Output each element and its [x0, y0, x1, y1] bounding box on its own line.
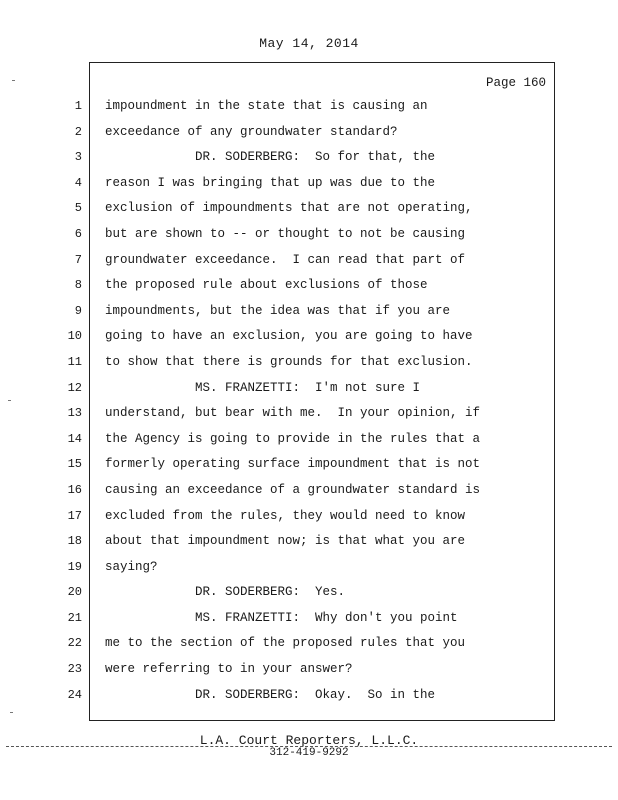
line-number: 14	[67, 431, 82, 446]
line-number: 2	[74, 124, 82, 139]
transcript-line: DR. SODERBERG: So for that, the	[105, 150, 436, 165]
line-number: 21	[67, 610, 82, 625]
transcript-line: MS. FRANZETTI: I'm not sure I	[105, 380, 421, 395]
transcript-line: saying?	[105, 559, 158, 574]
court-reporter-phone: 312-419-9292	[269, 747, 349, 759]
line-number: 22	[67, 636, 82, 651]
transcript-body	[105, 94, 545, 708]
line-number: 20	[67, 585, 82, 600]
transcript-line: DR. SODERBERG: Okay. So in the	[105, 687, 436, 702]
transcript-line: groundwater exceedance. I can read that part of	[105, 252, 466, 267]
page-number: Page 160	[485, 76, 546, 90]
scan-speck	[12, 80, 15, 81]
line-number: 9	[74, 303, 82, 318]
transcript-line: understand, but bear with me. In your opinion, if	[105, 406, 481, 421]
transcript-line: the proposed rule about exclusions of those	[105, 278, 428, 293]
transcript-line: exceedance of any groundwater standard?	[105, 124, 398, 139]
line-number: 7	[74, 252, 82, 267]
line-number: 16	[67, 482, 82, 497]
line-number: 11	[67, 354, 82, 369]
line-number-column	[60, 94, 82, 708]
scan-speck	[8, 400, 11, 401]
transcript-line: about that impoundment now; is that what you are	[105, 534, 466, 549]
transcript-line: impoundment in the state that is causing an	[105, 99, 428, 113]
transcript-line: reason I was bringing that up was due to the	[105, 175, 436, 190]
line-number: 23	[67, 662, 82, 677]
transcript-line: formerly operating surface impoundment that is not	[105, 457, 481, 472]
line-number: 6	[74, 226, 82, 241]
transcript-line: DR. SODERBERG: Yes.	[105, 585, 346, 600]
transcript-line: causing an exceedance of a groundwater standard is	[105, 482, 481, 497]
court-reporter-name: L.A. Court Reporters, L.L.C.	[199, 733, 419, 748]
line-number: 15	[67, 457, 82, 472]
line-number: 18	[67, 534, 82, 549]
line-number: 8	[74, 278, 82, 293]
line-number: 5	[74, 201, 82, 216]
transcript-line: exclusion of impoundments that are not operating,	[105, 201, 473, 216]
transcript-line: MS. FRANZETTI: Why don't you point	[105, 610, 458, 625]
transcript-line: excluded from the rules, they would need to know	[105, 508, 466, 523]
line-number: 10	[67, 329, 82, 344]
transcript-line: to show that there is grounds for that exclusion.	[105, 354, 473, 369]
transcript-line: me to the section of the proposed rules that you	[105, 636, 466, 651]
line-number: 19	[67, 559, 82, 574]
line-number: 1	[74, 99, 82, 113]
transcript-line: but are shown to -- or thought to not be causing	[105, 226, 466, 241]
transcript-line: the Agency is going to provide in the rules that a	[105, 431, 481, 446]
transcript-line: going to have an exclusion, you are going to have	[105, 329, 473, 344]
line-number: 12	[67, 380, 82, 395]
scan-speck	[10, 712, 13, 713]
transcript-date: May 14, 2014	[259, 36, 359, 51]
transcript-line: were referring to in your answer?	[105, 662, 353, 677]
line-number: 4	[74, 175, 82, 190]
transcript-line: impoundments, but the idea was that if you are	[105, 303, 451, 318]
line-number: 17	[67, 508, 82, 523]
line-number: 3	[74, 150, 82, 165]
line-number: 13	[67, 406, 82, 421]
line-number: 24	[67, 687, 82, 702]
